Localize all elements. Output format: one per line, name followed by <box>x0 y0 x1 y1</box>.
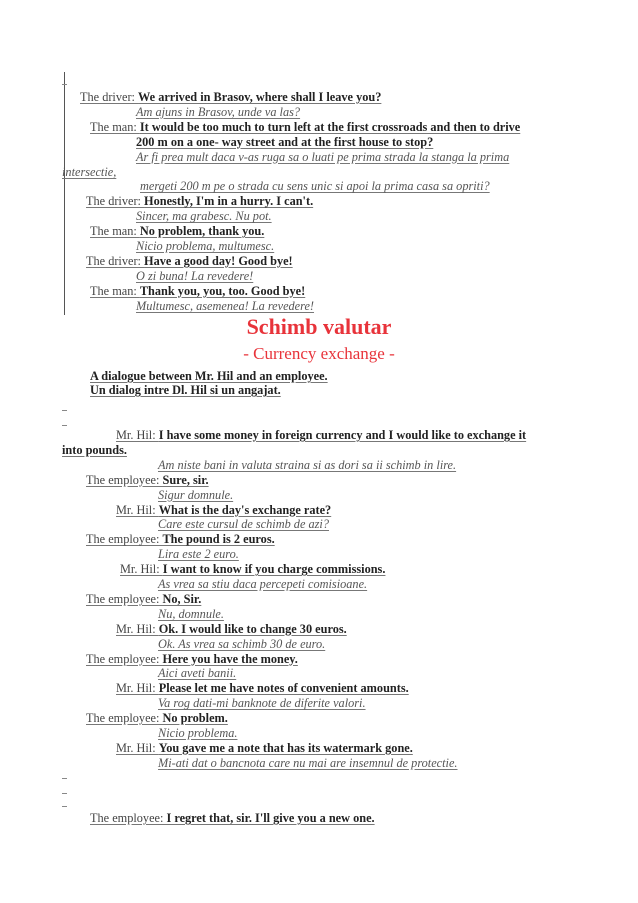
english-text: No, Sir. <box>162 591 202 606</box>
dialogue-line <box>158 458 456 473</box>
dialogue-line <box>80 90 381 105</box>
speaker-label: The employee: <box>86 472 163 487</box>
dialogue-line <box>158 517 329 532</box>
dialogue-line <box>90 284 305 299</box>
dialogue-line <box>86 711 228 726</box>
dialogue-line <box>62 165 116 180</box>
speaker-label: The employee: <box>86 591 163 606</box>
english-text: 200 m on a one- way street and at the first house to stop? <box>136 134 434 149</box>
intro-line: Un dialog intre Dl. Hil si un angajat. <box>90 383 281 397</box>
romanian-translation: Aici aveti banii. <box>158 666 237 681</box>
dialogue-line <box>158 488 233 503</box>
left-margin-bar <box>64 72 65 315</box>
speaker-label: The man: <box>90 224 140 239</box>
dialogue-line <box>86 194 313 209</box>
dialogue-line <box>158 547 239 562</box>
speaker-label: The man: <box>90 119 140 134</box>
english-text: It would be too much to turn left at the first crossroads and then to drive <box>139 119 521 134</box>
dialogue-line <box>90 120 520 135</box>
english-text: Thank you, you, too. Good bye! <box>139 283 306 298</box>
english-text: Sure, sir. <box>162 472 209 487</box>
speaker-label: The driver: <box>86 253 145 268</box>
romanian-translation: Ar fi prea mult daca v-as ruga sa o luati pe prima strada la stanga la prima <box>136 149 510 164</box>
english-text: What is the day's exchange rate? <box>158 502 332 517</box>
english-text: into pounds. <box>62 442 127 457</box>
romanian-translation: Va rog dati-mi banknote de diferite valori. <box>158 696 366 711</box>
dialogue-line <box>158 637 325 652</box>
dialogue-line <box>86 532 275 547</box>
dialogue-line <box>116 681 409 696</box>
empty-paragraph-mark <box>62 793 67 794</box>
dialogue-line <box>136 209 272 224</box>
dialogue-line <box>136 299 314 314</box>
dialogue-line <box>158 607 224 622</box>
romanian-translation: Sincer, ma grabesc. Nu pot. <box>136 209 272 224</box>
speaker-label: The driver: <box>80 90 139 104</box>
speaker-label: Mr. Hil: <box>116 681 159 696</box>
speaker-label: Mr. Hil: <box>116 428 159 442</box>
dialogue-line <box>158 756 458 771</box>
intro-line: A dialogue between Mr. Hil and an employee. <box>90 369 328 383</box>
speaker-label: Mr. Hil: <box>116 502 159 517</box>
dialogue-line <box>62 443 127 458</box>
romanian-translation: Nu, domnule. <box>158 606 224 621</box>
section-subtitle: - Currency exchange - <box>243 344 395 363</box>
romanian-translation: intersectie, <box>62 164 117 179</box>
empty-paragraph-mark <box>62 410 67 411</box>
dialogue-line <box>86 254 293 269</box>
section-title: Schimb valutar <box>246 314 392 339</box>
romanian-translation: Lira este 2 euro. <box>158 547 239 562</box>
dialogue-line <box>140 179 490 194</box>
english-text: Ok. I would like to change 30 euros. <box>158 621 347 636</box>
speaker-label: The employee: <box>90 811 167 825</box>
romanian-translation: Multumesc, asemenea! La revedere! <box>136 298 315 313</box>
english-text: I want to know if you charge commissions. <box>162 562 386 577</box>
speaker-label: The man: <box>90 283 140 298</box>
english-text: Honestly, I'm in a hurry. I can't. <box>144 194 314 209</box>
english-text: No problem. <box>162 711 228 726</box>
speaker-label: The employee: <box>86 651 163 666</box>
dialogue-line <box>120 562 385 577</box>
english-text: Here you have the money. <box>162 651 298 666</box>
speaker-label: Mr. Hil: <box>116 621 159 636</box>
empty-paragraph-mark <box>62 84 67 85</box>
empty-paragraph-mark <box>62 778 67 779</box>
dialogue-line <box>158 666 236 681</box>
dialogue-line <box>86 652 298 667</box>
romanian-translation: Nicio problema, multumesc. <box>136 239 275 253</box>
english-text: Please let me have notes of convenient amounts. <box>158 681 409 696</box>
dialogue-line <box>90 224 264 239</box>
romanian-translation: mergeti 200 m pe o strada cu sens unic si apoi la prima casa sa opriti? <box>140 179 490 194</box>
romanian-translation: Care este cursul de schimb de azi? <box>158 517 329 532</box>
dialogue-line <box>90 811 375 826</box>
english-text: No problem, thank you. <box>139 224 265 239</box>
dialogue-line <box>136 239 274 254</box>
romanian-translation: As vrea sa stiu daca percepeti comisioane. <box>158 577 368 591</box>
dialogue-line <box>116 622 347 637</box>
speaker-label: The employee: <box>86 532 163 547</box>
speaker-label: The driver: <box>86 194 145 209</box>
dialogue-line <box>116 741 413 756</box>
english-text: I have some money in foreign currency and I would like to exchange it <box>158 428 527 442</box>
dialogue-line <box>116 428 526 443</box>
dialogue-line <box>136 105 300 120</box>
dialogue-line <box>86 592 201 607</box>
dialogue-line <box>158 696 366 711</box>
english-text: I regret that, sir. I'll give you a new one. <box>166 811 375 825</box>
english-text: Have a good day! Good bye! <box>144 253 293 268</box>
speaker-label: The employee: <box>86 711 163 726</box>
dialogue-line <box>158 726 237 741</box>
romanian-translation: Ok. As vrea sa schimb 30 de euro. <box>158 636 326 651</box>
dialogue-line <box>86 473 209 488</box>
romanian-translation: Nicio problema. <box>158 726 238 740</box>
dialogue-line <box>136 150 509 165</box>
dialogue-line <box>136 135 433 150</box>
english-text: You gave me a note that has its watermark gone. <box>158 740 413 755</box>
empty-paragraph-mark <box>62 425 67 426</box>
romanian-translation: Am niste bani in valuta straina si as dori sa ii schimb in lire. <box>158 457 457 472</box>
speaker-label: Mr. Hil: <box>116 740 159 755</box>
dialogue-line <box>136 269 253 284</box>
dialogue-line <box>116 503 331 518</box>
speaker-label: Mr. Hil: <box>120 562 163 577</box>
romanian-translation: O zi buna! La revedere! <box>136 268 254 283</box>
english-text: The pound is 2 euros. <box>162 532 275 547</box>
dialogue-line <box>158 577 367 592</box>
english-text: We arrived in Brasov, where shall I leave you? <box>138 90 382 104</box>
romanian-translation: Am ajuns in Brasov, unde va las? <box>136 104 301 119</box>
romanian-translation: Sigur domnule. <box>158 487 234 502</box>
empty-paragraph-mark <box>62 806 67 807</box>
romanian-translation: Mi-ati dat o bancnota care nu mai are insemnul de protectie. <box>158 755 458 770</box>
